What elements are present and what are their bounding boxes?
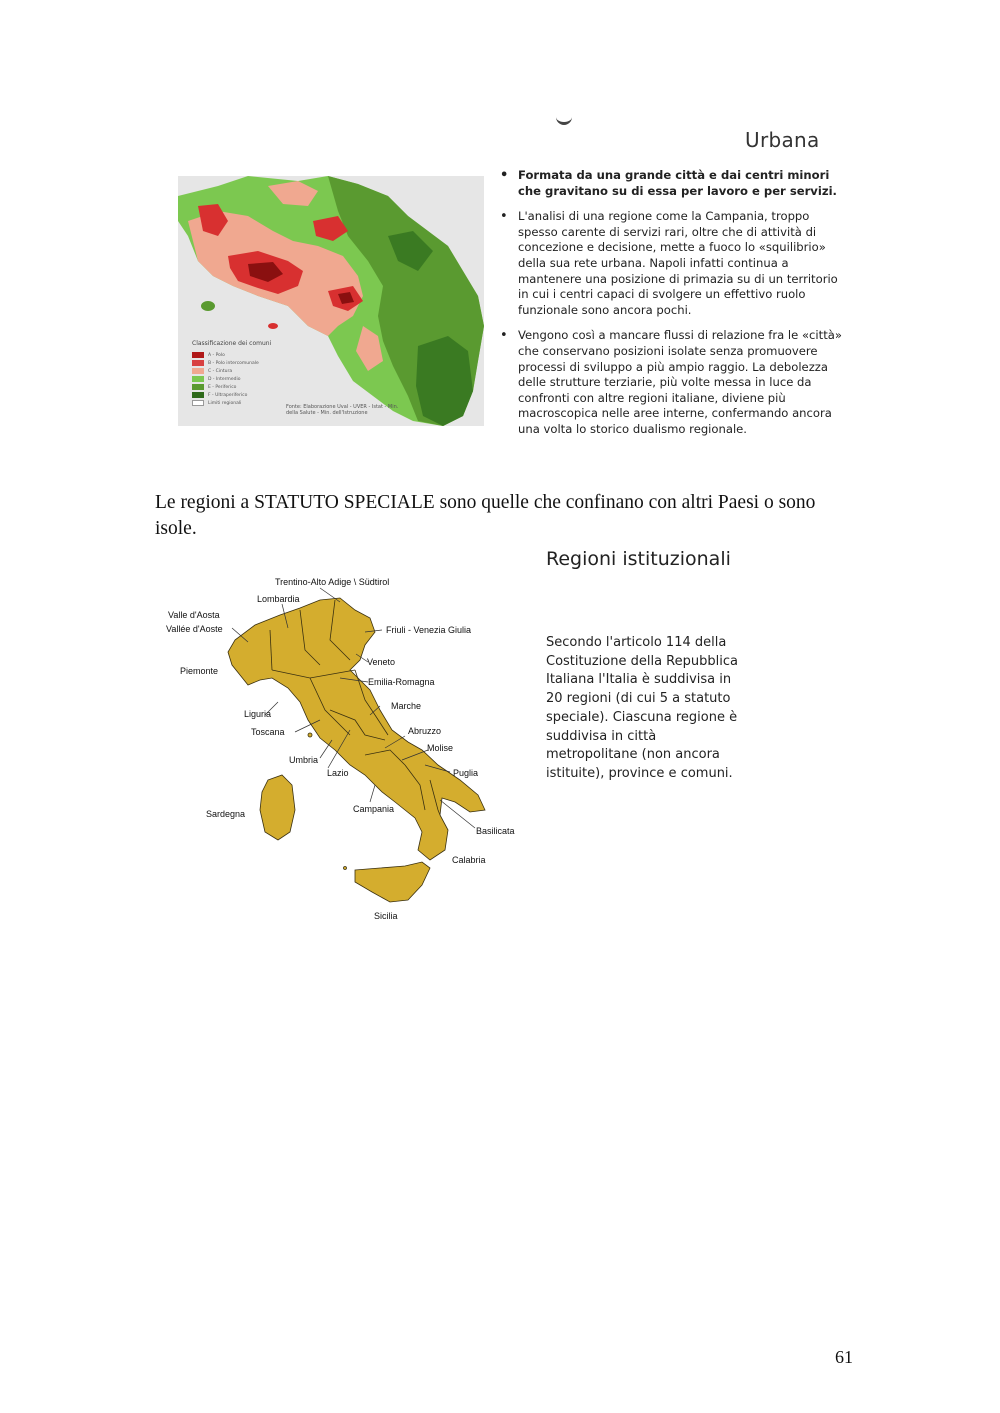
label-basilicata: Basilicata [476,826,515,836]
label-friuli: Friuli - Venezia Giulia [386,625,472,635]
label-calabria: Calabria [452,855,486,865]
italy-regions-map [160,570,530,930]
label-lombardia: Lombardia [257,594,300,604]
map-source-note: Fonte: Elaborazione Uval - UVER - Istat - Min. della Salute - Min. dell'Istruzione [286,404,399,416]
map-island-capri [268,323,278,329]
legend-label: C - Cintura [208,368,233,374]
label-veneto: Veneto [367,657,396,667]
label-sardegna: Sardegna [206,809,246,819]
legend-swatch [192,376,204,382]
legend-label: A - Polo [208,352,225,358]
small-island [344,867,347,870]
legend-row [192,391,271,399]
label-campania: Campania [353,804,395,814]
label-lazio: Lazio [327,768,349,778]
legend-swatch [192,392,204,398]
legend-row [192,383,271,391]
label-marche: Marche [391,701,422,711]
slide2-title: Regioni istituzionali [546,548,731,570]
label-trentino: Trentino-Alto Adige \ Südtirol [275,577,390,587]
slide1-bullet-list [498,168,843,448]
map-legend [192,340,271,407]
label-valle-aosta: Valle d'Aosta [168,610,220,620]
label-toscana: Toscana [251,727,285,737]
legend-title: Classificazione dei comuni [192,340,272,347]
bullet-item: • L'analisi di una regione come la Campania, troppo spesso carente di servizi rari, oltre che di attività di concezione e decisione, mette a fuoco lo «squilibrio» della sua rete urbana. Napoli infatti continua a mantenere una posizione di primazia su di un territorio in cui i centri capaci di svolgere un effettivo ruolo funzionale sono ancora pochi. [498,209,843,318]
legend-row [192,375,271,383]
small-island [308,733,312,737]
title-fragment-mark [556,116,572,125]
legend-row [192,359,271,367]
label-piemonte: Piemonte [180,666,219,676]
legend-label: D - Intermedio [208,376,241,382]
label-sicilia: Sicilia [374,911,398,921]
bullet-item: • Vengono così a mancare flussi di relazione fra le «città» che conservano posizioni isolate senza promuovere processi di sviluppo a più ampio raggio. La debolezza delle strutture terziarie, più volte messa in luce da confronti con altre regioni italiane, diviene più macroscopica nelle aree interne, confermando ancora una volta lo storico dualismo regionale. [498,328,843,437]
label-puglia: Puglia [453,768,479,778]
sicily [355,862,430,902]
legend-label: B - Polo intercomunale [208,360,259,366]
legend-swatch [192,352,204,358]
label-molise: Molise [427,743,454,753]
leader-line [370,785,375,802]
bullet-item: • Formata da una grande città e dai centri minori che gravitano su di essa per lavoro e per servizi. [498,168,843,199]
map-island-ischia [201,301,215,311]
label-abruzzo: Abruzzo [408,726,442,736]
legend-swatch [192,384,204,390]
label-liguria: Liguria [244,709,272,719]
legend-swatch [192,400,204,406]
legend-swatch [192,360,204,366]
legend-row [192,351,271,359]
legend-label: F - Ultraperiferico [208,392,248,398]
legend-label: Limiti regionali [208,400,242,406]
label-vallee-aoste: Vallée d'Aoste [166,624,223,634]
body-paragraph: Le regioni a STATUTO SPECIALE sono quelle che confinano con altri Paesi o sono isole. [155,492,816,539]
slide1-title: Urbana [745,128,820,152]
legend-label: E - Periferico [208,384,237,390]
slide2-body-text: Secondo l'articolo 114 della Costituzione della Repubblica Italiana l'Italia è suddivisa in 20 regioni (di cui 5 a statuto speciale). Ciascuna regione è suddivisa in città metropolitane (non ancora istituite), province e comuni. [546,635,738,781]
legend-swatch [192,368,204,374]
sardinia [260,775,295,840]
label-umbria: Umbria [289,755,319,765]
label-emilia-romagna: Emilia-Romagna [368,677,435,687]
legend-row [192,367,271,375]
page-number: 61 [835,1347,853,1367]
legend-row [192,399,271,407]
